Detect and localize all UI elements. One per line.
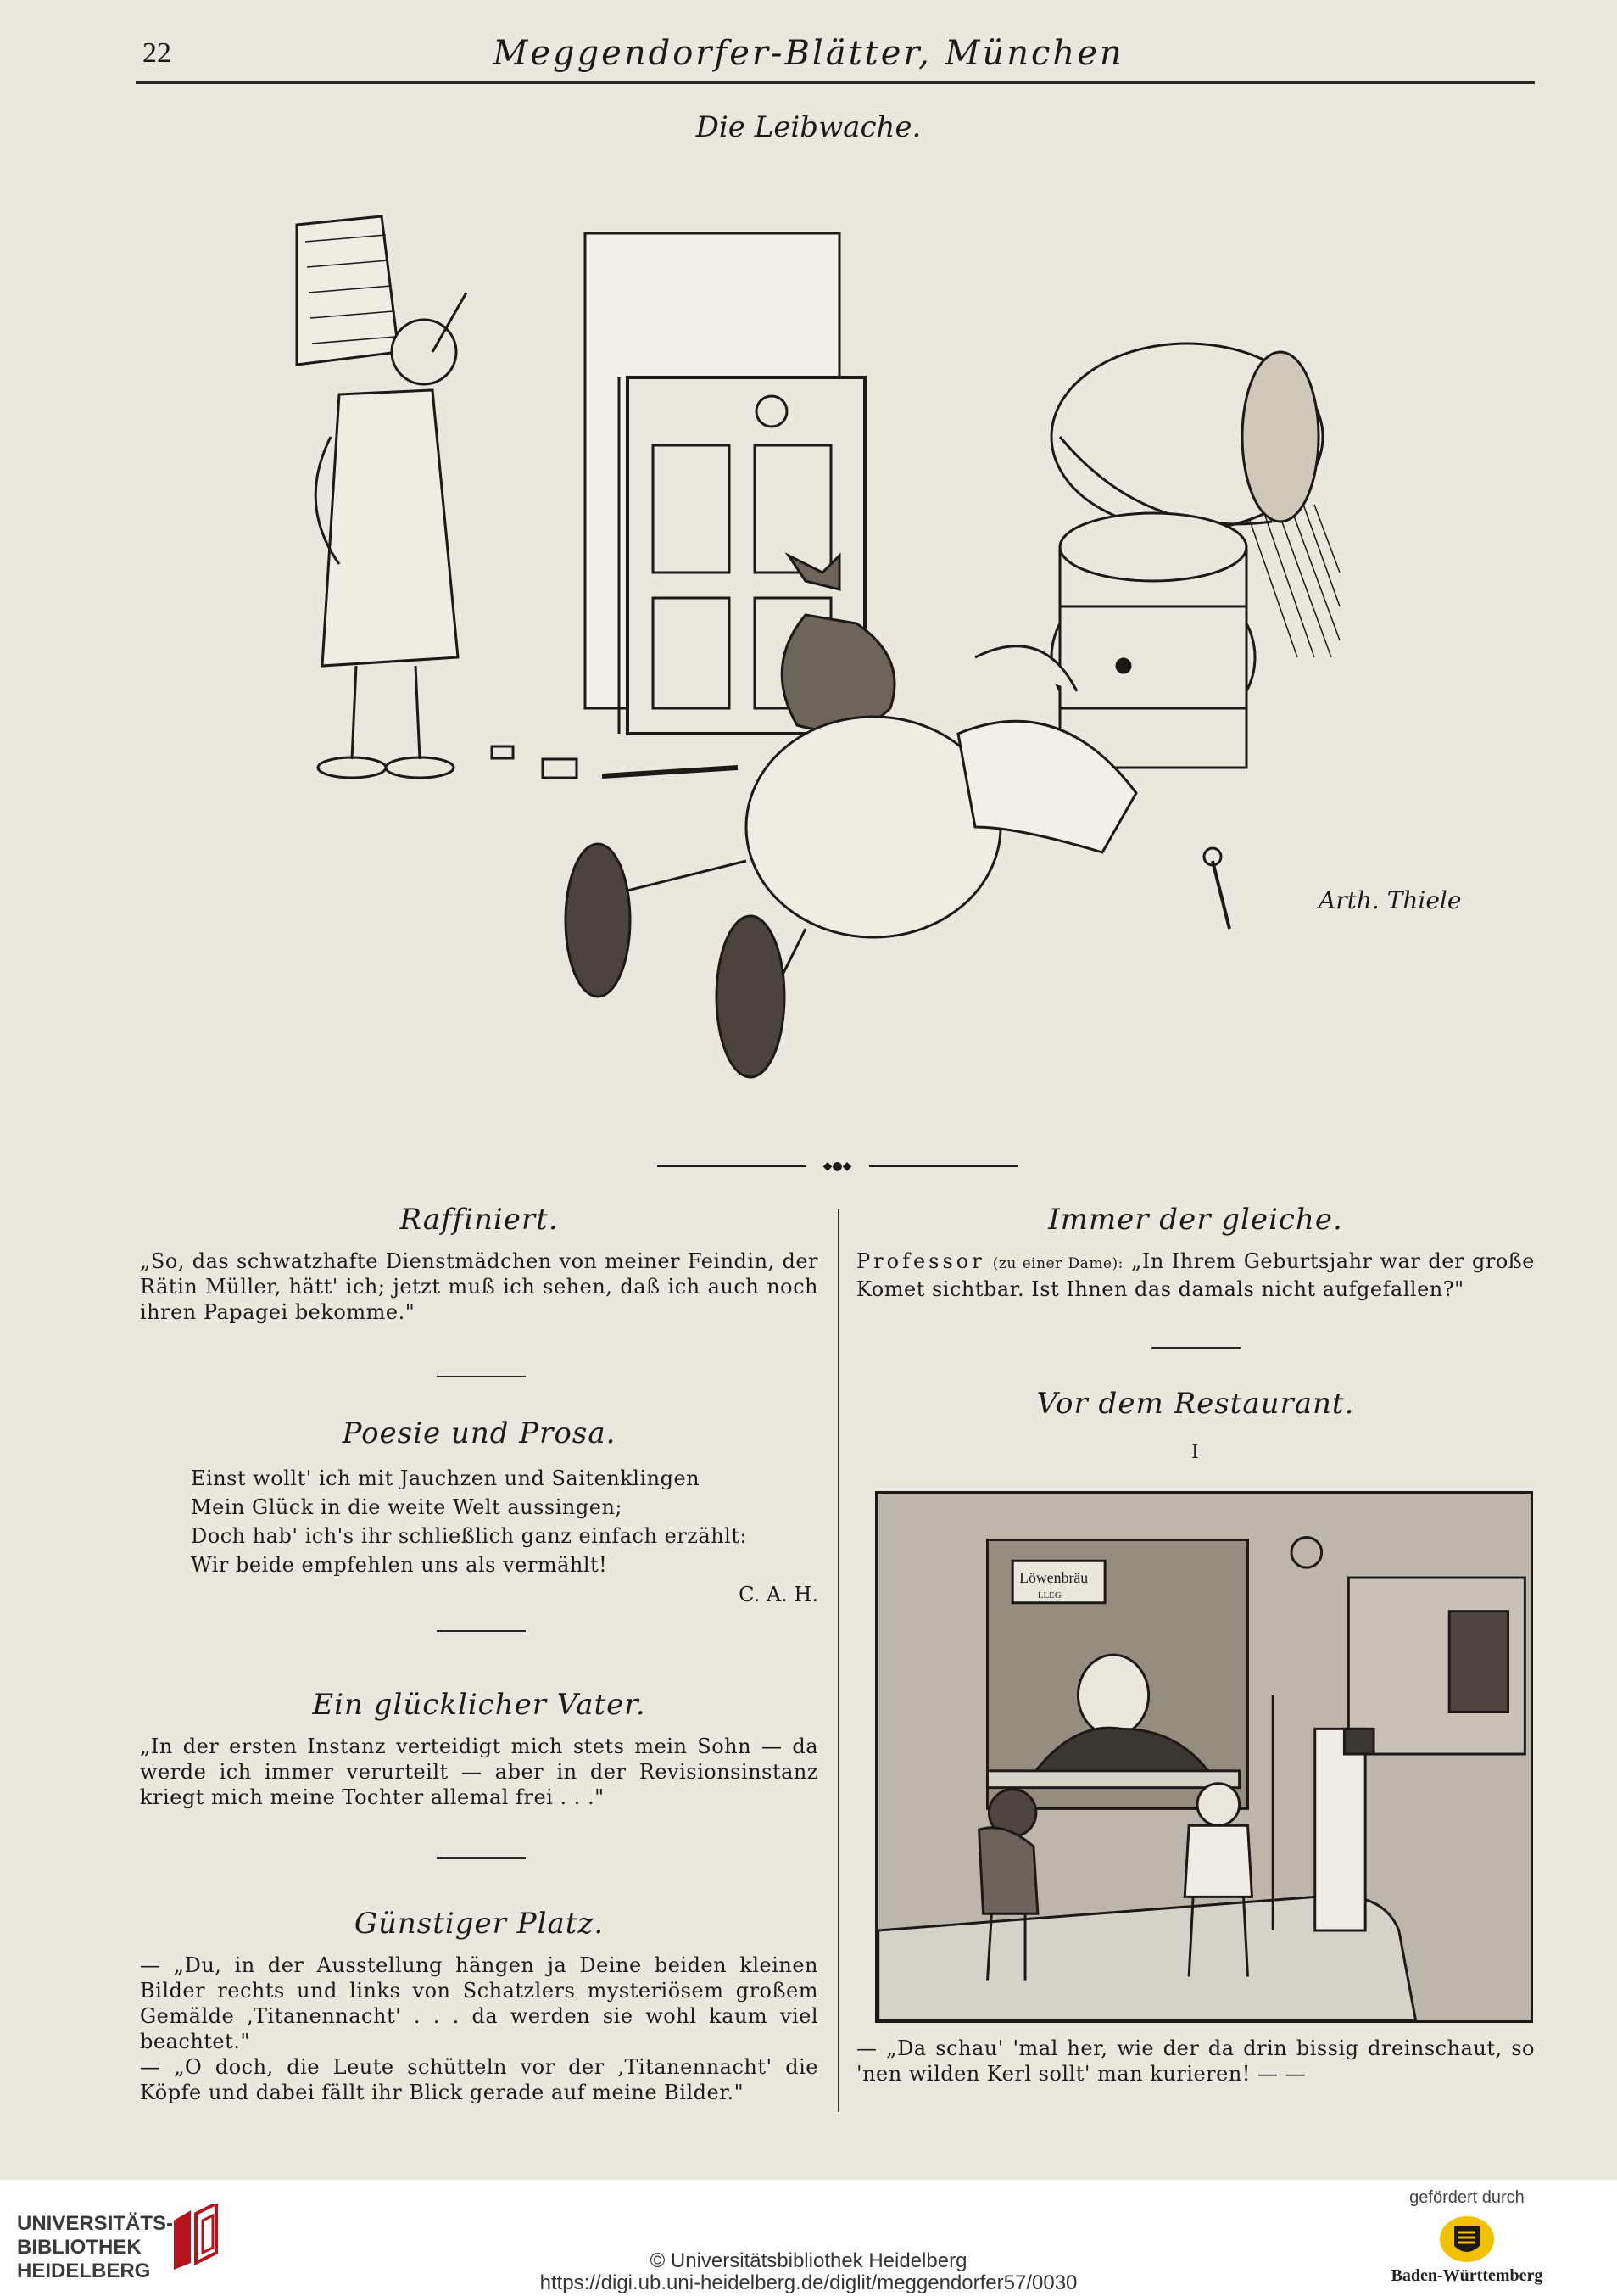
main-illustration	[212, 182, 1441, 1141]
restaurant-drawing	[878, 1494, 1531, 2020]
baden-wuerttemberg-logo-icon[interactable]	[1437, 2214, 1497, 2265]
section-title: Ein glücklicher Vater.	[312, 1688, 646, 1722]
section-rule	[437, 1630, 526, 1632]
section-text: „So, das schwatzhafte Dienstmädchen von meiner Feindin, der Rätin Müller, hätt' ich; jetzt muß ich sehen, daß ich auch noch ihren Papagei bekomme."	[140, 1249, 818, 1324]
poem-line: Wir beide empfehlen uns als vermählt!	[191, 1553, 608, 1577]
funder-name: Baden-Württemberg	[1391, 2266, 1543, 2285]
section-gleiche	[856, 1203, 1535, 1302]
library-name-line: UNIVERSITÄTS-	[17, 2212, 174, 2235]
divider-line-left	[657, 1165, 806, 1167]
divider-ornament-icon: ◆●◆	[822, 1159, 852, 1173]
column-divider	[838, 1209, 839, 2112]
section-poesie	[140, 1416, 818, 1606]
ornamental-divider	[657, 1160, 1018, 1172]
section-title: Immer der gleiche.	[1048, 1203, 1343, 1237]
section-rule	[437, 1376, 526, 1377]
header-rule	[136, 81, 1535, 84]
library-name-line: BIBLIOTHEK	[17, 2236, 142, 2259]
poem-line: Einst wollt' ich mit Jauchzen und Saitenklingen	[191, 1466, 700, 1490]
section-title: Poesie und Prosa.	[342, 1416, 616, 1450]
restaurant-caption: — „Da schau' 'mal her, wie der da drin bissig dreinschaut, so 'nen wilden Kerl sollt' man kurieren! — —	[856, 2036, 1535, 2086]
section-text: „In der ersten Instanz verteidigt mich stets mein Sohn — da werde ich immer verurteilt — aber in der Revisionsinstanz kriegt mich meine Tochter allemal frei . . ."	[140, 1735, 818, 1809]
poem-line: Mein Glück in die weite Welt aussingen;	[191, 1495, 622, 1519]
illustration-mark: I	[1191, 1442, 1199, 1463]
restaurant-illustration	[875, 1491, 1533, 2023]
section-platz	[140, 1907, 818, 2105]
sign-text: Löwenbräu	[1019, 1568, 1089, 1586]
section-vater	[140, 1688, 818, 1810]
sign-subtext: LLEG	[1037, 1589, 1062, 1600]
section-title: Raffiniert.	[399, 1203, 559, 1237]
illustration-title: Die Leibwache.	[695, 110, 922, 144]
poem-signoff: C. A. H.	[739, 1583, 818, 1606]
section-rule	[1151, 1347, 1241, 1349]
page-number: 22	[142, 37, 171, 69]
speaker-name: Professor	[856, 1249, 985, 1273]
section-text	[856, 1249, 1535, 1302]
poem	[140, 1464, 818, 1579]
funded-by-label: gefördert durch	[1409, 2188, 1525, 2207]
section-rule	[437, 1857, 526, 1859]
section-raffiniert	[140, 1203, 818, 1325]
restaurant-caption-block	[856, 2036, 1535, 2087]
dialog-line: — „Du, in der Ausstellung hängen ja Deine beiden kleinen Bilder rechts und links von Schatzlers mysteriösem großem Gemälde ‚Titanennacht' . . . da werden sie wohl kaum viel beachtet."	[140, 1953, 818, 2053]
stage-direction: (zu einer Dame):	[992, 1255, 1124, 1272]
running-title: Meggendorfer-Blätter, München	[493, 34, 1124, 73]
artist-signature: Arth. Thiele	[1319, 886, 1462, 914]
copyright-notice: © Universitätsbibliothek Heidelberg	[650, 2249, 967, 2272]
section-title: Günstiger Platz.	[354, 1907, 605, 1941]
section-restaurant	[856, 1387, 1535, 1421]
main-illustration-drawing	[212, 182, 1441, 1141]
divider-line-right	[869, 1165, 1018, 1167]
source-url[interactable]: https://digi.ub.uni-heidelberg.de/diglit/meggendorfer57/0030	[539, 2271, 1078, 2294]
footer-bar	[0, 2180, 1617, 2296]
speech: „In Ihrem Geburtsjahr war der große Komet sichtbar. Ist Ihnen das damals nicht aufgefallen?"	[856, 1249, 1535, 1301]
library-name-line: HEIDELBERG	[17, 2260, 151, 2282]
dialog-line: — „O doch, die Leute schütteln vor der ‚Titanennacht' die Köpfe und dabei fällt ihr Blick gerade auf meine Bilder."	[140, 2055, 818, 2104]
section-title: Vor dem Restaurant.	[1036, 1387, 1355, 1421]
poem-line: Doch hab' ich's ihr schließlich ganz einfach erzählt:	[191, 1524, 748, 1548]
